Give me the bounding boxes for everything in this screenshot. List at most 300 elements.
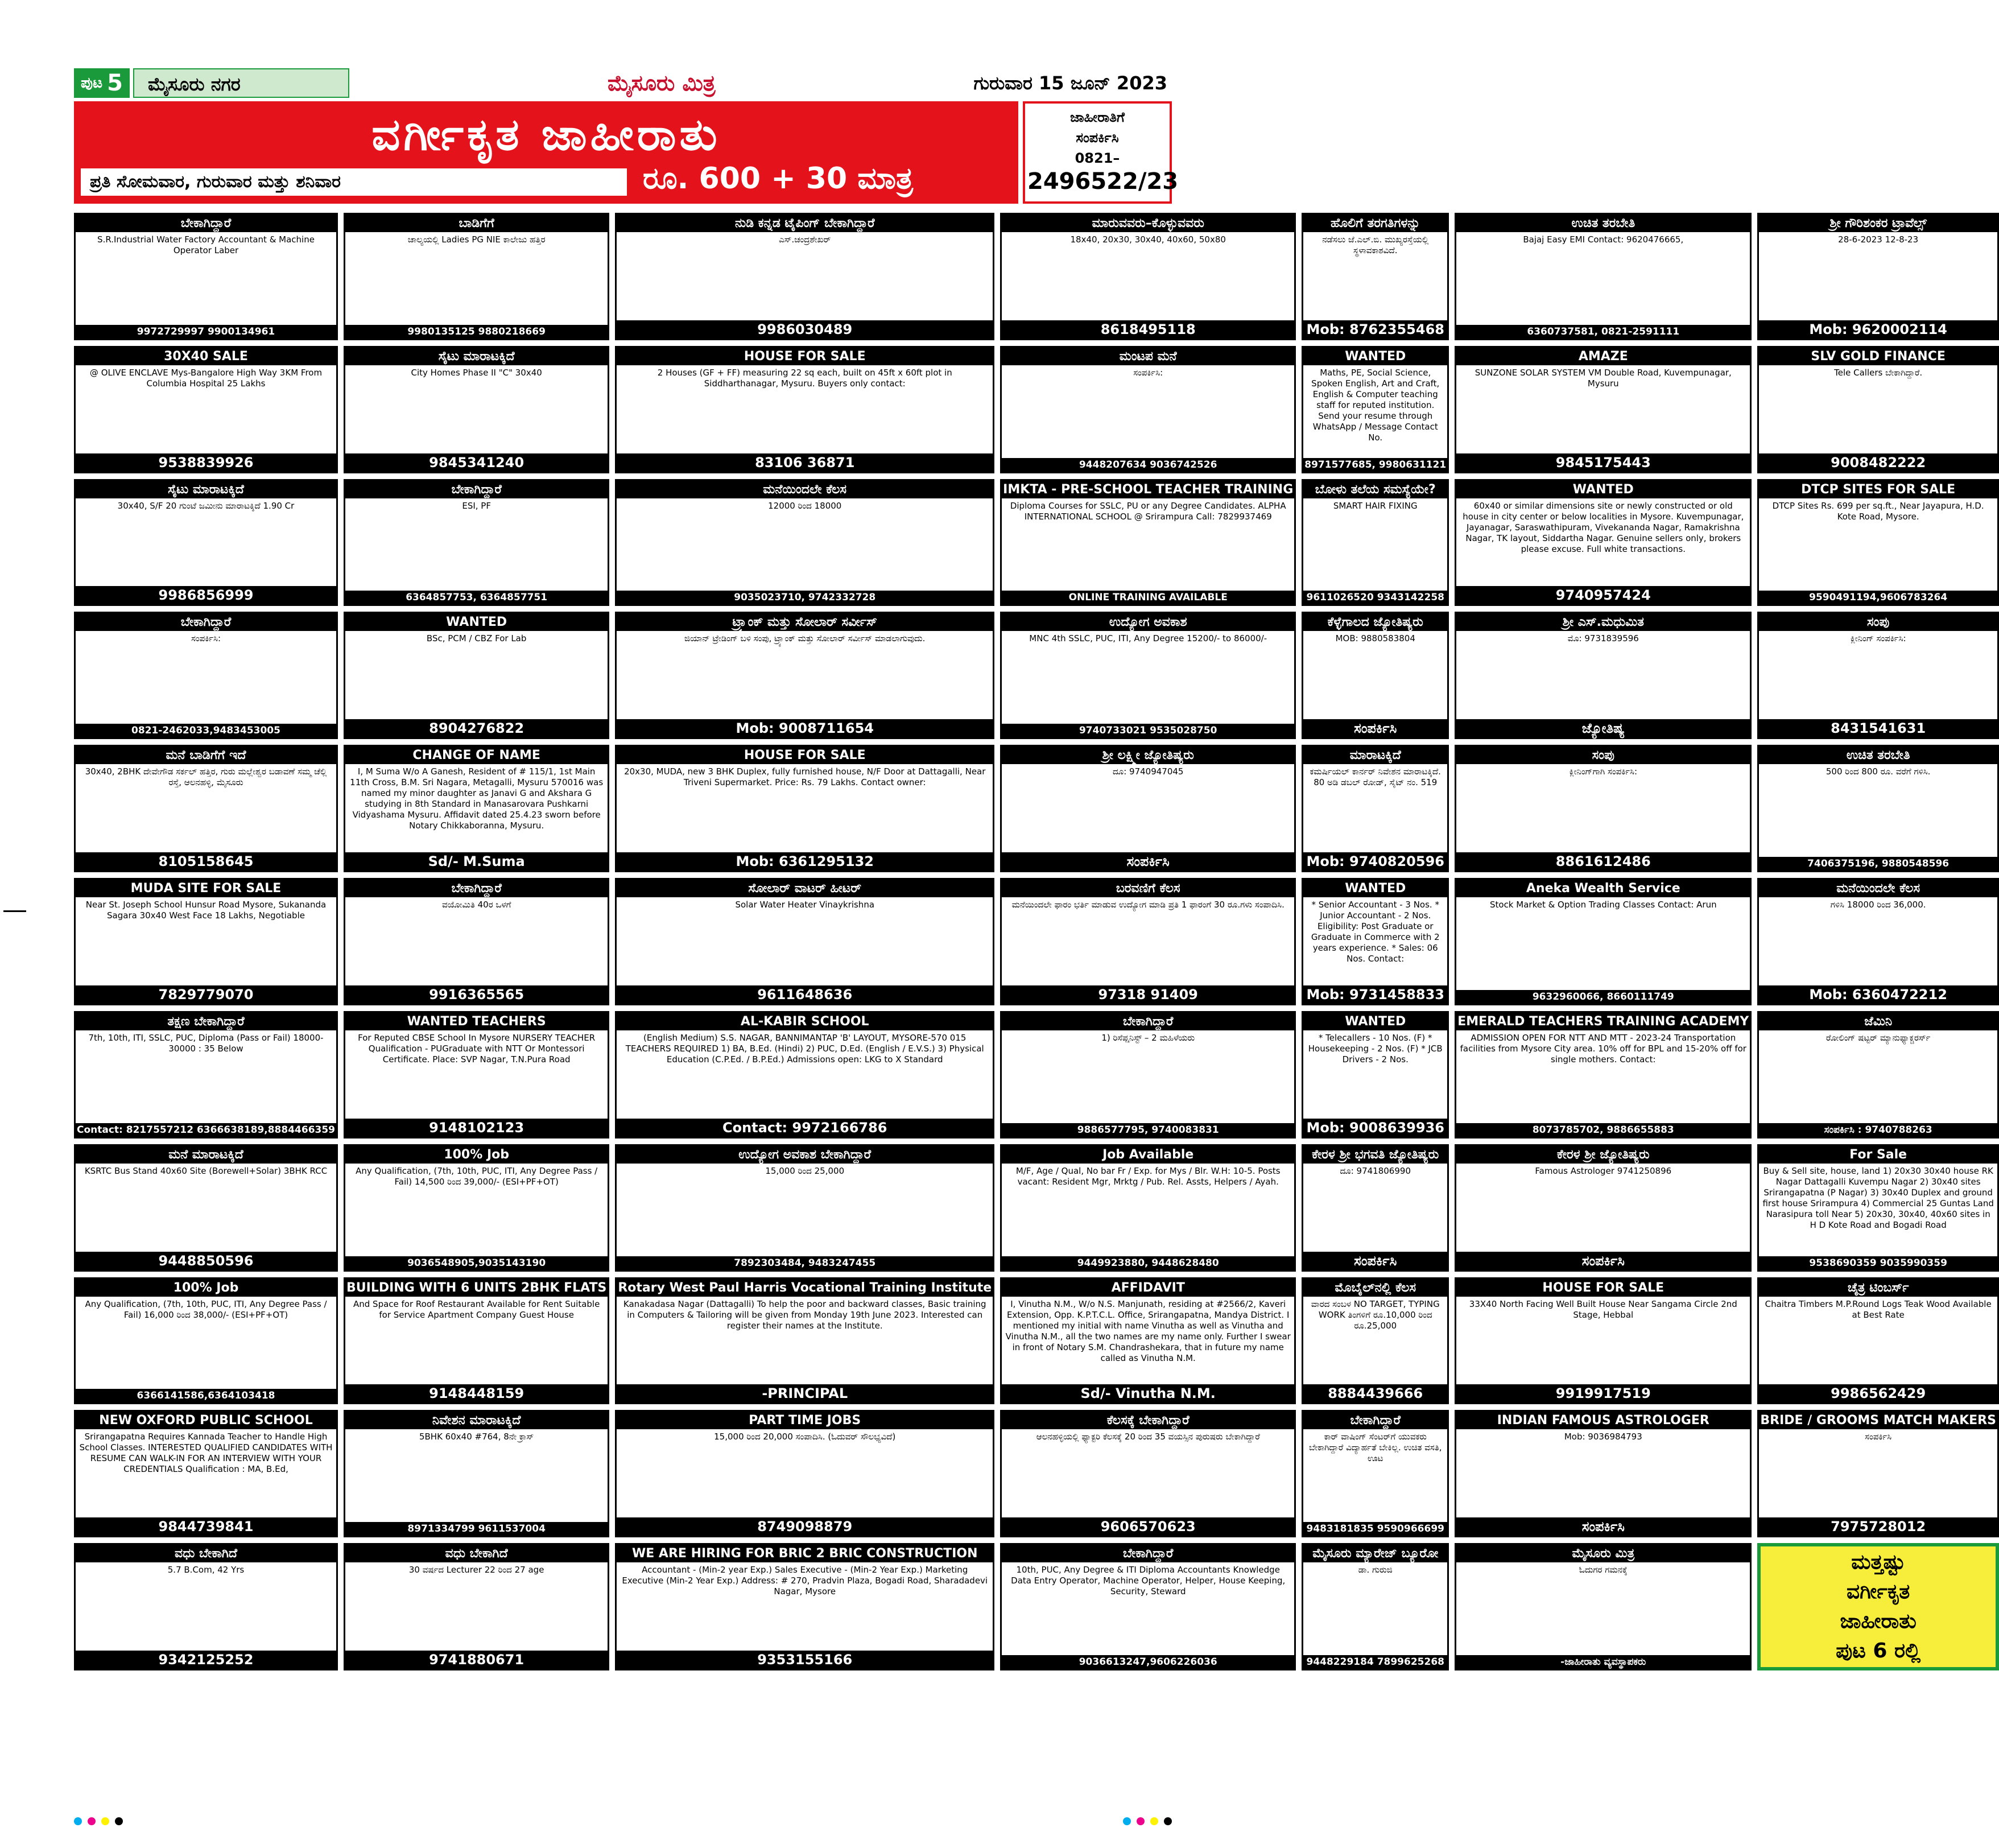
ad-phone: ಸಂಪರ್ಕಿಸಿ : 9740788263 bbox=[1759, 1123, 1997, 1137]
ad-body: 10th, PUC, Any Degree & ITI Diploma Accountants Knowledge Data Entry Operator, Machine Operator, Helper, House Keeping, Security, Steward bbox=[1011, 1565, 1286, 1597]
classified-ad bbox=[1757, 1144, 1999, 1272]
classified-ad bbox=[1000, 1277, 1296, 1405]
ad-body: Buy & Sell site, house, land 1) 20x30 30x40 house RK Nagar Dattagalli Kuvempu Nagar 2) 30x40 sites Srirangapatna (P Nagar) 3) 30x40 Duplex and ground first house Srirampura 4) Commercial 25 Guntas Land Narasipura toll Near 5) 20x30, 30x40, 40x60 sites in H D Kote Road and Bogadi Road bbox=[1762, 1165, 1994, 1230]
black-dot bbox=[115, 1817, 123, 1825]
cyan-dot bbox=[74, 1817, 82, 1825]
ad-phone: 9148448159 bbox=[345, 1384, 608, 1402]
ad-heading: MUDA SITE FOR SALE bbox=[76, 880, 336, 897]
notice-line: ವರ್ಗೀಕೃತ bbox=[1847, 1580, 1910, 1604]
classified-ad bbox=[1455, 745, 1752, 872]
ad-heading: IMKTA - PRE-SCHOOL TEACHER TRAINING bbox=[1002, 481, 1294, 498]
ad-body: Maths, PE, Social Science, Spoken English, Art and Craft, English & Computer teaching staff for reputed institution. Send your resume through WhatsApp / Message Contact No. bbox=[1311, 367, 1440, 443]
ad-phone: 9538839926 bbox=[76, 453, 336, 472]
more-classifieds-notice bbox=[1757, 1543, 1999, 1670]
ad-body: 5BHK 60x40 #764, 8ನೇ ಕ್ರಾಸ್ bbox=[419, 1432, 534, 1442]
classified-ad bbox=[74, 1543, 338, 1670]
ad-heading: ಬೇಕಾಗಿದ್ದಾರೆ bbox=[76, 613, 336, 631]
ad-body: 60x40 or similar dimensions site or newly constructed or old house in city center or below localities in Mysore. Kuvempunagar, Jayanagar, Saraswathipuram, Vivekananda Nagar, Ramakrishna Nagar, TK layout, Siddartha Nagar. Genuine sellers only, brokers please excuse. Full white transactions. bbox=[1463, 500, 1744, 554]
classified-ad bbox=[74, 878, 338, 1005]
classified-ad bbox=[74, 1277, 338, 1405]
classified-ad bbox=[1302, 878, 1449, 1005]
ad-body: Any Qualification, (7th, 10th, PUC, ITI, Any Degree Pass / Fail) 14,500 ರಿಂದ 39,000/- (ESI+PF+OT) bbox=[356, 1165, 598, 1187]
ad-heading: PART TIME JOBS bbox=[617, 1412, 993, 1429]
classified-ad bbox=[1302, 346, 1449, 473]
ad-body: Srirangapatna Requires Kannada Teacher to Handle High School Classes. INTERESTED QUALIFIED CANDIDATES WITH RESUME CAN WALK-IN FOR AN INTERVIEW WITH YOUR CREDENTIALS Qualification : MA, B.Ed, bbox=[79, 1432, 333, 1475]
ad-body: And Space for Roof Restaurant Available for Rent Suitable for Service Apartment Company Guest House bbox=[353, 1298, 600, 1320]
ad-phone: ONLINE TRAINING AVAILABLE bbox=[1002, 591, 1294, 604]
classified-ad bbox=[1302, 1277, 1449, 1405]
ad-body: Kanakadasa Nagar (Dattagalli) To help the poor and backward classes, Basic training in Computers & Tailoring will be given from Monday 19th June 2023. Interested can register their names at the Institute. bbox=[623, 1298, 986, 1331]
ad-heading: ಮೈಸೂರು ಮ್ಯಾರೇಜ್ ಬ್ಯೂರೋ bbox=[1303, 1545, 1447, 1562]
ad-phone: 8971334799 9611537004 bbox=[345, 1522, 608, 1536]
ad-phone: 9035023710, 9742332728 bbox=[617, 591, 993, 604]
ad-phone: 9844739841 bbox=[76, 1517, 336, 1536]
ad-body: ADMISSION OPEN FOR NTT AND MTT - 2023-24 Transportation facilities from Mysore City area. 10% off for BPL and 15-20% off for single mothers. Contact: bbox=[1460, 1032, 1746, 1065]
ad-phone: Mob: 9620002114 bbox=[1759, 320, 1997, 339]
ad-body: Famous Astrologer 9741250896 bbox=[1535, 1165, 1672, 1176]
ad-heading: WANTED bbox=[1303, 880, 1447, 897]
yellow-dot bbox=[101, 1817, 109, 1825]
issue-date: ಗುರುವಾರ 15 ಜೂನ್ 2023 bbox=[973, 72, 1167, 94]
banner-subtitle: ಪ್ರತಿ ಸೋಮವಾರ, ಗುರುವಾರ ಮತ್ತು ಶನಿವಾರ bbox=[81, 168, 627, 196]
ad-body: ದೂ: 9740947045 bbox=[1112, 766, 1184, 777]
ad-heading: ಉಚಿತ ತರಬೇತಿ bbox=[1456, 214, 1750, 232]
classified-ad bbox=[1000, 479, 1296, 607]
ad-body: M/F, Age / Qual, No bar Fr / Exp. for Mys / Blr. W.H: 10-5. Posts vacant: Resident Mgr, Mrktg / Pub. Rel. Assts, Helpers / Ayah. bbox=[1015, 1165, 1281, 1187]
ad-body: ಕಾರ್ ವಾಷಿಂಗ್ ಸೆಂಟರ್‌ಗೆ ಯುವಕರು ಬೇಕಾಗಿದ್ದಾರೆ ವಿದ್ಯಾರ್ಹತೆ ಬೇಕಿಲ್ಲ. ಉಚಿತ ವಸತಿ, ಊಟ bbox=[1308, 1432, 1442, 1464]
classified-ad bbox=[1302, 1410, 1449, 1537]
classified-ad bbox=[74, 1011, 338, 1138]
ad-phone: 83106 36871 bbox=[617, 453, 993, 472]
ad-heading: HOUSE FOR SALE bbox=[617, 348, 993, 365]
classified-ad bbox=[1302, 1011, 1449, 1138]
ad-heading: WANTED bbox=[345, 613, 608, 631]
ad-body: Any Qualification, (7th, 10th, PUC, ITI, Any Degree Pass / Fail) 16,000 ರಿಂದ 38,000/- (ESI+PF+OT) bbox=[85, 1298, 327, 1320]
ad-body: I, M Suma W/o A Ganesh, Resident of # 115/1, 1st Main 11th Cross, B.M. Sri Nagara, Metagalli, Mysuru 570016 was named my minor daughter as Janavi G and Akshara G studying in 8th Standard in Manasarovara Pushkarni Vidyashama Mysuru. Affidavit dated 25.4.23 sworn before Notary Chikkaboranna, Mysuru. bbox=[350, 766, 604, 831]
ad-phone: 97318 91409 bbox=[1002, 985, 1294, 1004]
ad-body: 12000 ರಿಂದ 18000 bbox=[768, 500, 842, 511]
ad-body: ಜಿಯಾನ್ ಟ್ರೇಡಿಂಗ್ ಬಳಿ ಸಂಪು, ಟ್ರ್ಯಾಂಕ್ ಮತ್ತು ಸೋಲಾರ್ ಸರ್ವೀಸ್ ಮಾಡಲಾಗುವುದು. bbox=[684, 633, 926, 644]
ad-heading: ನಿವೇಶನ ಮಾರಾಟಕ್ಕಿದೆ bbox=[345, 1412, 608, 1429]
classified-ad bbox=[1455, 1011, 1752, 1138]
classified-ad bbox=[1000, 878, 1296, 1005]
classified-ad bbox=[615, 1144, 994, 1272]
ad-heading: ಸೋಲಾರ್ ವಾಟರ್ ಹೀಟರ್ bbox=[617, 880, 993, 897]
ad-heading: HOUSE FOR SALE bbox=[1456, 1279, 1750, 1297]
classified-ad bbox=[74, 612, 338, 739]
ad-phone: 7406375196, 9880548596 bbox=[1759, 857, 1997, 871]
yellow-dot bbox=[1150, 1817, 1158, 1825]
ad-body: Accountant - (Min-2 year Exp.) Sales Executive - (Min-2 Year Exp.) Marketing Executive (Min-2 Year Exp.) Address: # 270, Pradvin Plaza, Bogadi Road, Sharadadevi Nagar, Mysore bbox=[622, 1565, 988, 1597]
ad-phone: 9741880671 bbox=[345, 1651, 608, 1669]
ad-heading: ಮನೆ ಮಾರಾಟಕ್ಕಿದೆ bbox=[76, 1146, 336, 1164]
classified-ad bbox=[1455, 878, 1752, 1005]
ad-phone: 9606570623 bbox=[1002, 1517, 1294, 1536]
ad-phone: -ಜಾಹೀರಾತು ವ್ಯವಸ್ಥಾಪಕರು bbox=[1456, 1655, 1750, 1669]
ad-phone: 9036548905,9035143190 bbox=[345, 1256, 608, 1270]
magenta-dot bbox=[88, 1817, 96, 1825]
ad-phone: 8749098879 bbox=[617, 1517, 993, 1536]
ad-body: ಕ್ಲೀನಿಂಗ್ ಸಂಪರ್ಕಿಸಿ: bbox=[1850, 633, 1906, 644]
classified-ad bbox=[74, 346, 338, 473]
classified-ad bbox=[615, 213, 994, 340]
ad-heading: ಕೇರಳ ಶ್ರೀ ಭಗವತಿ ಜ್ಯೋತಿಷ್ಯರು bbox=[1303, 1146, 1447, 1164]
ad-heading: ಸೈಟು ಮಾರಾಟಕ್ಕಿದೆ bbox=[345, 348, 608, 365]
ad-phone: 9740733021 9535028750 bbox=[1002, 724, 1294, 737]
ad-body: 5.7 B.Com, 42 Yrs bbox=[167, 1565, 245, 1575]
ad-body: Stock Market & Option Trading Classes Contact: Arun bbox=[1489, 900, 1717, 910]
ad-heading: ಮಾರಾಟಕ್ಕಿದೆ bbox=[1303, 746, 1447, 764]
classifieds-banner bbox=[74, 101, 1179, 204]
ad-phone: 8105158645 bbox=[76, 852, 336, 871]
ad-heading: ಬರವಣಿಗೆ ಕೆಲಸ bbox=[1002, 880, 1294, 897]
banner-title: ವರ್ಗೀಕೃತ ಜಾಹೀರಾತು bbox=[371, 109, 721, 160]
ad-heading: AL-KABIR SCHOOL bbox=[617, 1013, 993, 1030]
ad-heading: Rotary West Paul Harris Vocational Training Institute bbox=[617, 1279, 993, 1297]
classified-ad bbox=[344, 1277, 609, 1405]
page-number: 5 bbox=[107, 70, 123, 96]
ad-body: 15,000 ರಿಂದ 25,000 bbox=[765, 1165, 845, 1176]
ad-heading: ಕೆಳ್ಳೆಗಾಲದ ಜ್ಯೋತಿಷ್ಯರು bbox=[1303, 613, 1447, 631]
ad-heading: INDIAN FAMOUS ASTROLOGER bbox=[1456, 1412, 1750, 1429]
ad-heading: AFFIDAVIT bbox=[1002, 1279, 1294, 1297]
contact-line-3: 0821– bbox=[1075, 150, 1120, 166]
ad-body: 15,000 ರಿಂದ 20,000 ಸಂಪಾದಿಸಿ. (ಓದುವರ್ ಸೌಲಭ್ಯವಿದೆ) bbox=[714, 1432, 896, 1442]
notice-line: ಜಾಹೀರಾತು bbox=[1840, 1610, 1917, 1634]
ad-body: ದೂ: 9741806990 bbox=[1340, 1165, 1411, 1176]
ad-heading: ಮೈಸೂರು ಮಿತ್ರ bbox=[1456, 1545, 1750, 1562]
ad-phone: 8861612486 bbox=[1456, 852, 1750, 871]
ad-heading: 30X40 SALE bbox=[76, 348, 336, 365]
ad-heading: 100% Job bbox=[345, 1146, 608, 1164]
ad-body: 33X40 North Facing Well Built House Near Sangama Circle 2nd Stage, Hebbal bbox=[1469, 1298, 1737, 1320]
magenta-dot bbox=[1137, 1817, 1145, 1825]
ad-body: ಓದುಗರ ಗಮನಕ್ಕೆ bbox=[1579, 1565, 1628, 1575]
ad-heading: ಬೇಕಾಗಿದ್ದಾರೆ bbox=[1303, 1412, 1447, 1429]
ad-body: MNC 4th SSLC, PUC, ITI, Any Degree 15200/- to 86000/- bbox=[1029, 633, 1267, 644]
classified-ad bbox=[344, 1144, 609, 1272]
classified-ad bbox=[1302, 1543, 1449, 1670]
ad-body: Tele Callers ಬೇಕಾಗಿದ್ದಾರೆ. bbox=[1834, 367, 1923, 378]
classified-ad bbox=[74, 1144, 338, 1272]
ad-body: ಗಳಿಸಿ 18000 ರಿಂದ 36,000. bbox=[1830, 900, 1926, 910]
ad-phone: 8618495118 bbox=[1002, 320, 1294, 339]
ad-body: 2 Houses (GF + FF) measuring 22 sq each, built on 45ft x 60ft plot in Siddharthanagar, Mysuru. Buyers only contact: bbox=[657, 367, 952, 389]
ad-body: Solar Water Heater Vinaykrishna bbox=[735, 900, 875, 910]
ad-phone: Sd/- Vinutha N.M. bbox=[1002, 1384, 1294, 1402]
ad-heading: ಉದ್ಯೋಗ ಅವಕಾಶ bbox=[1002, 613, 1294, 631]
classified-ad bbox=[1302, 745, 1449, 872]
ad-phone: Contact: 8217557212 6366638189,8884466359 bbox=[77, 1124, 336, 1136]
ad-body: * Telecallers - 10 Nos. (F) * Housekeeping - 2 Nos. (F) * JCB Drivers - 2 Nos. bbox=[1308, 1032, 1443, 1065]
ad-phone: 9986562429 bbox=[1759, 1384, 1997, 1402]
ad-phone: 9448850596 bbox=[76, 1252, 336, 1270]
ad-heading: Aneka Wealth Service bbox=[1456, 880, 1750, 897]
ad-heading: ಕೇರಳ ಶ್ರೀ ಜ್ಯೋತಿಷ್ಯರು bbox=[1456, 1146, 1750, 1164]
ad-heading: DTCP SITES FOR SALE bbox=[1759, 481, 1997, 498]
ad-phone: 8971577685, 9980631121 bbox=[1304, 459, 1447, 471]
ad-heading: AMAZE bbox=[1456, 348, 1750, 365]
ad-body: ರೋಲಿಂಗ್ ಷಟ್ಟರ್ ಮ್ಯಾನುಫ್ಯಾಕ್ಚರರ್ಸ್ bbox=[1825, 1032, 1931, 1043]
ad-phone: 9845341240 bbox=[345, 453, 608, 472]
ad-heading: WANTED bbox=[1303, 348, 1447, 365]
registration-dots-left bbox=[74, 1817, 123, 1825]
ad-phone: 8904276822 bbox=[345, 719, 608, 737]
ad-heading: ಶ್ರೀ ಗೌರಿಶಂಕರ ಟ್ರಾವೆಲ್ಸ್ bbox=[1759, 214, 1997, 232]
ad-heading: ಬಾಡಿಗೆಗೆ bbox=[345, 214, 608, 232]
ad-heading: ಮೊಬೈಲ್‌ನಲ್ಲಿ ಕೆಲಸ bbox=[1303, 1279, 1447, 1297]
classified-ad bbox=[1757, 745, 1999, 872]
ad-heading: ಮನೆಯಿಂದಲೇ ಕೆಲಸ bbox=[617, 481, 993, 498]
ad-heading: ತಕ್ಷಣ ಬೇಕಾಗಿದ್ದಾರೆ bbox=[76, 1013, 336, 1030]
ad-heading: BUILDING WITH 6 UNITS 2BHK FLATS bbox=[345, 1279, 608, 1297]
ad-body: 500 ರಿಂದ 800 ರೂ. ವರೆಗೆ ಗಳಿಸಿ. bbox=[1825, 766, 1931, 777]
contact-box bbox=[1023, 101, 1179, 204]
ad-body: I, Vinutha N.M., W/o N.S. Manjunath, residing at #2566/2, Kaveri Extension, Opp. K.P.T.C.L. Office, Srirangapatna, Mandya District. I mentioned my initial with name Vinutha as well as Vinutha and Vinutha N.M., all the two names are my name only. Further I swear in front of Notary S.M. Chandrashekara, that in future my name called as Vinutha N.M. bbox=[1005, 1298, 1291, 1363]
ad-body: SUNZONE SOLAR SYSTEM VM Double Road, Kuvempunagar, Mysuru bbox=[1475, 367, 1732, 389]
ad-phone: Contact: 9972166786 bbox=[617, 1119, 993, 1137]
ad-body: @ OLIVE ENCLAVE Mys-Bangalore High Way 3KM From Columbia Hospital 25 Lakhs bbox=[89, 367, 323, 389]
classified-ad bbox=[1302, 213, 1449, 340]
page-number-box bbox=[74, 68, 130, 98]
ad-body: 30 ವರ್ಷದ Lecturer 22 ರಿಂದ 27 age bbox=[408, 1565, 544, 1575]
ad-heading: ಬೇಕಾಗಿದ್ದಾರೆ bbox=[76, 214, 336, 232]
ad-phone: ಸಂಪರ್ಕಿಸಿ bbox=[1303, 1252, 1447, 1270]
ad-phone: 9008482222 bbox=[1759, 453, 1997, 472]
classified-ad bbox=[1000, 1144, 1296, 1272]
classified-ad bbox=[1757, 1011, 1999, 1138]
ad-phone: 6366141586,6364103418 bbox=[76, 1389, 336, 1402]
ad-heading: 100% Job bbox=[76, 1279, 336, 1297]
ad-heading: ಸಂಪು bbox=[1759, 613, 1997, 631]
ad-phone: 9632960066, 8660111749 bbox=[1456, 990, 1750, 1004]
ad-heading: Job Available bbox=[1002, 1146, 1294, 1164]
ad-phone: 9611026520 9343142258 bbox=[1303, 591, 1447, 604]
classified-ad bbox=[1757, 1410, 1999, 1537]
ad-phone: 9036613247,9606226036 bbox=[1002, 1655, 1294, 1669]
ad-phone: Mob: 9008639936 bbox=[1303, 1119, 1447, 1137]
ad-heading: EMERALD TEACHERS TRAINING ACADEMY bbox=[1456, 1013, 1750, 1030]
ad-heading: CHANGE OF NAME bbox=[345, 746, 608, 764]
ad-phone: 9972729997 9900134961 bbox=[76, 325, 336, 339]
ad-phone: 6360737581, 0821-2591111 bbox=[1456, 325, 1750, 339]
ad-phone: 9986856999 bbox=[76, 586, 336, 604]
classified-ad bbox=[1757, 346, 1999, 473]
ad-phone: Mob: 6361295132 bbox=[617, 852, 993, 871]
classified-ad bbox=[344, 1543, 609, 1670]
classified-ad bbox=[1302, 612, 1449, 739]
classified-ad bbox=[344, 213, 609, 340]
classified-ad bbox=[74, 479, 338, 607]
ad-phone: ಸಂಪರ್ಕಿಸಿ bbox=[1456, 1252, 1750, 1270]
classified-ad bbox=[1455, 213, 1752, 340]
ad-body: KSRTC Bus Stand 40x60 Site (Borewell+Solar) 3BHK RCC bbox=[84, 1165, 328, 1176]
classified-ad bbox=[615, 1543, 994, 1670]
ad-phone: Mob: 9731458833 bbox=[1303, 985, 1447, 1004]
ads-grid bbox=[74, 213, 1996, 1804]
ad-heading: ಸಂಪು bbox=[1456, 746, 1750, 764]
black-dot bbox=[1164, 1817, 1172, 1825]
ad-body: ಮನೆಯಿಂದಲೇ ಫಾರಂ ಭರ್ತಿ ಮಾಡುವ ಉದ್ಯೋಗ ಮಾಡಿ ಪ್ರತಿ 1 ಫಾರಂಗೆ 30 ರೂ.ಗಳು ಸಂಪಾದಿಸಿ. bbox=[1011, 900, 1285, 910]
ad-body: ಸಂಪರ್ಕಿಸಿ: bbox=[191, 633, 221, 644]
ad-body: For Reputed CBSE School In Mysore NURSERY TEACHER Qualification - PUGraduate with NTT Or Montessori Certificate. Place: SVP Nagar, T.N.Pura Road bbox=[358, 1032, 596, 1065]
ad-heading: ಬೋಳು ತಲೆಯ ಸಮಸ್ಯೆಯೇ? bbox=[1303, 481, 1447, 498]
classified-ad bbox=[615, 1011, 994, 1138]
ad-phone: 9353155166 bbox=[617, 1651, 993, 1669]
classified-ad bbox=[1455, 346, 1752, 473]
ad-heading: ಉದ್ಯೋಗ ಅವಕಾಶ ಬೇಕಾಗಿದ್ದಾರೆ bbox=[617, 1146, 993, 1164]
ad-phone: 6364857753, 6364857751 bbox=[345, 591, 608, 604]
classified-ad bbox=[615, 479, 994, 607]
classified-ad bbox=[74, 1410, 338, 1537]
ad-phone: 9148102123 bbox=[345, 1119, 608, 1137]
ad-body: ಸಂಪರ್ಕಿಸಿ: bbox=[1133, 367, 1163, 378]
classified-ad bbox=[74, 213, 338, 340]
ad-heading: ಉಚಿತ ತರಬೇತಿ bbox=[1759, 746, 1997, 764]
ad-heading: ಮನೆಯಿಂದಲೇ ಕೆಲಸ bbox=[1759, 880, 1997, 897]
classified-ad bbox=[1455, 1543, 1752, 1670]
ad-body: Bajaj Easy EMI Contact: 9620476665, bbox=[1523, 234, 1684, 245]
ad-body: 28-6-2023 12-8-23 bbox=[1838, 234, 1919, 245]
ad-heading: ವಧು ಬೇಕಾಗಿದೆ bbox=[345, 1545, 608, 1562]
classified-ad bbox=[1000, 1011, 1296, 1138]
ad-body: Diploma Courses for SSLC, PU or any Degree Candidates. ALPHA INTERNATIONAL SCHOOL @ Srirampura Call: 7829937469 bbox=[1010, 500, 1286, 522]
classified-ad bbox=[74, 745, 338, 872]
classified-ad bbox=[1455, 1410, 1752, 1537]
ad-body: ನಡೆಸಲು ಜೆ.ಎಲ್.ಬಿ. ಮುಖ್ಯರಸ್ತೆಯಲ್ಲಿ ಸ್ಥಳಾವಕಾಶವಿದೆ. bbox=[1322, 234, 1429, 255]
ad-body: City Homes Phase II "C" 30x40 bbox=[411, 367, 542, 378]
ad-phone: 9916365565 bbox=[345, 985, 608, 1004]
classified-ad bbox=[1302, 479, 1449, 607]
classified-ad bbox=[344, 612, 609, 739]
ad-phone: 9538690359 9035990359 bbox=[1759, 1256, 1997, 1270]
ad-heading: ಚೈತ್ರ ಟಿಂಬರ್ಸ್ bbox=[1759, 1279, 1997, 1297]
ad-phone: 8073785702, 9886655883 bbox=[1456, 1123, 1750, 1137]
ad-body: 18x40, 20x30, 30x40, 40x60, 50x80 bbox=[1070, 234, 1226, 245]
ad-body: ಮೊ: 9731839596 bbox=[1567, 633, 1639, 644]
ad-body: BSc, PCM / CBZ For Lab bbox=[426, 633, 527, 644]
ad-heading: WANTED TEACHERS bbox=[345, 1013, 608, 1030]
banner-red bbox=[74, 101, 1018, 204]
ad-phone: 9448229184 7899625268 bbox=[1303, 1655, 1447, 1669]
classified-ad bbox=[344, 1011, 609, 1138]
classified-ad bbox=[615, 346, 994, 473]
ad-heading: ಶ್ರೀ ಎಸ್.ಮಧುಮಿತ bbox=[1456, 613, 1750, 631]
newspaper-logo: ಮೈಸೂರು ಮಿತ್ರ bbox=[608, 70, 716, 96]
ad-body: S.R.Industrial Water Factory Accountant & Machine Operator Laber bbox=[97, 234, 315, 255]
ad-heading: WANTED bbox=[1303, 1013, 1447, 1030]
ad-phone: 9986030489 bbox=[617, 320, 993, 339]
ad-heading: ಬೇಕಾಗಿದ್ದಾರೆ bbox=[1002, 1545, 1294, 1562]
classified-ad bbox=[344, 1410, 609, 1537]
ad-heading: ಶ್ರೀ ಲಕ್ಷ್ಮೀ ಜ್ಯೋತಿಷ್ಯರು bbox=[1002, 746, 1294, 764]
ad-heading: SLV GOLD FINANCE bbox=[1759, 348, 1997, 365]
ad-phone: 9483181835 9590966699 bbox=[1303, 1522, 1447, 1536]
ad-body: ವಾರದ ಸಂಬಳ NO TARGET, TYPING WORK ತಿಂಗಳಿಗೆ ರೂ.10,000 ರಿಂದ ರೂ.25,000 bbox=[1311, 1298, 1440, 1331]
ad-heading: ಟ್ರ್ಯಾಂಕ್ ಮತ್ತು ಸೋಲಾರ್ ಸರ್ವೀಸ್ bbox=[617, 613, 993, 631]
classified-ad bbox=[615, 745, 994, 872]
ad-heading: WANTED bbox=[1456, 481, 1750, 498]
ad-heading: ಬೇಕಾಗಿದ್ದಾರೆ bbox=[345, 880, 608, 897]
section-city: ಮೈಸೂರು ನಗರ bbox=[133, 68, 349, 98]
ad-body: Chaitra Timbers M.P.Round Logs Teak Wood Available at Best Rate bbox=[1765, 1298, 1992, 1320]
classified-ad bbox=[1000, 745, 1296, 872]
classified-ad bbox=[1000, 1543, 1296, 1670]
classified-ad bbox=[1757, 479, 1999, 607]
ad-phone: 9611648636 bbox=[617, 985, 993, 1004]
ad-heading: NEW OXFORD PUBLIC SCHOOL bbox=[76, 1412, 336, 1429]
ad-phone: 9590491194,9606783264 bbox=[1759, 591, 1997, 604]
ad-body: (English Medium) S.S. NAGAR, BANNIMANTAP 'B' LAYOUT, MYSORE-570 015 TEACHERS REQUIRED 1) BA, B.Ed. (Hindi) 2) PUC, D.Ed. (English / E.V.S.) 3) Physical Education (C.P.Ed. / B.P.Ed.) Admissions open: LKG to X Standard bbox=[625, 1032, 984, 1065]
ad-phone: 7829779070 bbox=[76, 985, 336, 1004]
ad-body: MOB: 9880583804 bbox=[1335, 633, 1415, 644]
classified-ad bbox=[344, 479, 609, 607]
ad-phone: -PRINCIPAL bbox=[617, 1384, 993, 1402]
classified-ad bbox=[1455, 479, 1752, 607]
classified-ad bbox=[1000, 213, 1296, 340]
ad-heading: ಮನೆ ಬಾಡಿಗೆಗೆ ಇದೆ bbox=[76, 746, 336, 764]
ad-heading: BRIDE / GROOMS MATCH MAKERS bbox=[1759, 1412, 1997, 1429]
ad-heading: ಬೇಕಾಗಿದ್ದಾರೆ bbox=[1002, 1013, 1294, 1030]
ad-phone: ಸಂಪರ್ಕಿಸಿ bbox=[1303, 719, 1447, 737]
ad-phone: Sd/- M.Suma bbox=[345, 852, 608, 871]
notice-line: ಮತ್ತಷ್ಟು bbox=[1851, 1550, 1906, 1574]
ad-heading: ಮಂಟಪ ಮನೆ bbox=[1002, 348, 1294, 365]
classified-ad bbox=[1000, 612, 1296, 739]
classified-ad bbox=[615, 1410, 994, 1537]
classified-ad bbox=[615, 1277, 994, 1405]
classified-ad bbox=[344, 878, 609, 1005]
ad-body: ಎಸ್.ಚಂದ್ರಶೇಖರ್ bbox=[779, 234, 831, 245]
ad-body: 1) ರಿಸೆಪ್ಷನಿಸ್ಟ್ – 2 ಮಹಿಳೆಯರು bbox=[1101, 1032, 1195, 1043]
ad-body: ಡಾ. ಗುರುಜಿ bbox=[1358, 1565, 1393, 1575]
ad-phone: 9919917519 bbox=[1456, 1384, 1750, 1402]
classified-ad bbox=[615, 612, 994, 739]
ad-body: ಕ್ಲೀನಿಂಗ್‌ಗಾಗಿ ಸಂಪರ್ಕಿಸಿ: bbox=[1569, 766, 1638, 777]
ad-body: ವಯೋಮಿತಿ 40ರ ಒಳಗೆ bbox=[441, 900, 511, 910]
classified-ad bbox=[1455, 1277, 1752, 1405]
ad-phone: 9740957424 bbox=[1456, 586, 1750, 604]
ad-body: Near St. Joseph School Hunsur Road Mysore, Sukananda Sagara 30x40 West Face 18 Lakhs, Negotiable bbox=[85, 900, 327, 921]
ad-phone: Mob: 6360472212 bbox=[1759, 985, 1997, 1004]
ad-phone: ಸಂಪರ್ಕಿಸಿ bbox=[1002, 852, 1294, 871]
contact-line-2: ಸಂಪರ್ಕಿಸಿ bbox=[1076, 130, 1119, 146]
ad-phone: 0821-2462033,9483453005 bbox=[76, 724, 336, 737]
classified-ad bbox=[1000, 1410, 1296, 1537]
page-label: ಪುಟ bbox=[81, 74, 103, 92]
notice-line: ಪುಟ 6 ರಲ್ಲಿ bbox=[1836, 1639, 1921, 1663]
ad-heading: For Sale bbox=[1759, 1146, 1997, 1164]
ad-phone: 9449923880, 9448628480 bbox=[1002, 1256, 1294, 1270]
ad-body: Mob: 9036984793 bbox=[1564, 1432, 1642, 1442]
ad-body: ಕಮರ್ಷಿಯಲ್ ಕಾರ್ನರ್ ನಿವೇಶನ ಮಾರಾಟಕ್ಕಿದೆ. 80 ಅಡಿ ಡಬಲ್ ರೋಡ್, ಸೈಟ್ ನಂ. 519 bbox=[1310, 766, 1441, 788]
ad-body: ESI, PF bbox=[462, 500, 491, 511]
ad-heading: ಜೆಮಿನಿ bbox=[1759, 1013, 1997, 1030]
ad-heading: WE ARE HIRING FOR BRIC 2 BRIC CONSTRUCTION bbox=[617, 1545, 993, 1562]
ad-body: ಸಂಪರ್ಕಿಸಿ bbox=[1865, 1432, 1892, 1442]
ad-phone: 9886577795, 9740083831 bbox=[1002, 1123, 1294, 1137]
ad-phone: 9845175443 bbox=[1456, 453, 1750, 472]
ad-phone: 7975728012 bbox=[1759, 1517, 1997, 1536]
ad-heading: ಹೊಲಿಗೆ ತರಗತಿಗಳನ್ನು bbox=[1303, 214, 1447, 232]
ad-body: ಚಾಲ್ಯಯಲ್ಲಿ Ladies PG NIE ಕಾಲೇಜು ಹತ್ತಿರ bbox=[407, 234, 546, 245]
ad-phone: 7892303484, 9483247455 bbox=[617, 1256, 993, 1270]
classified-ad bbox=[1757, 612, 1999, 739]
classified-ad bbox=[1000, 346, 1296, 473]
classified-ad bbox=[1455, 1144, 1752, 1272]
ad-phone: ಜ್ಯೋತಿಷ್ಯ bbox=[1456, 719, 1750, 737]
ad-body: 7th, 10th, ITI, SSLC, PUC, Diploma (Pass or Fail) 18000-30000 : 35 Below bbox=[88, 1032, 324, 1054]
